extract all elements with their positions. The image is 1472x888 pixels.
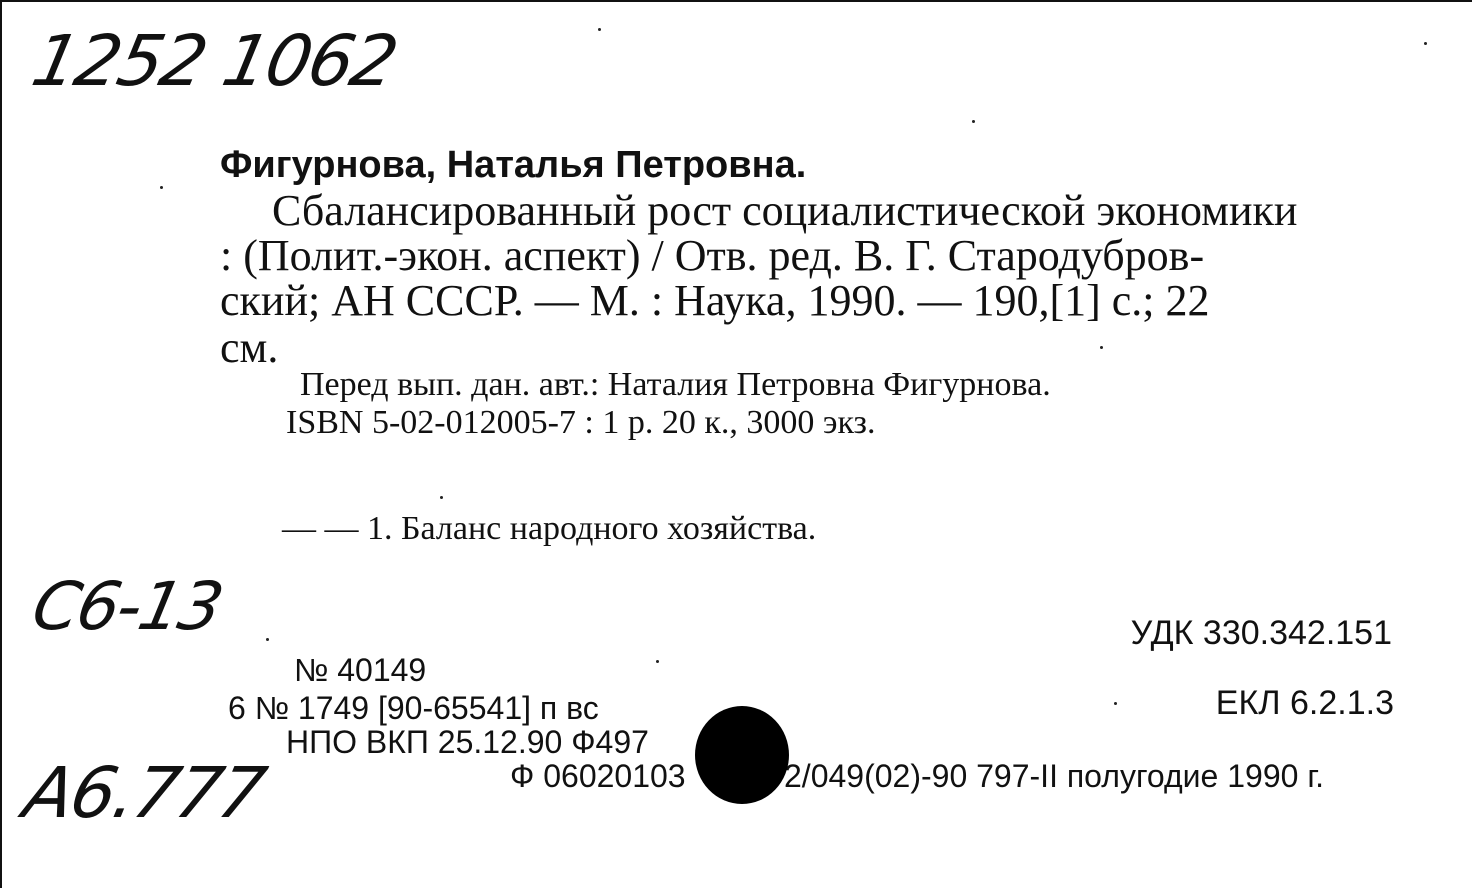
dust-speck xyxy=(160,186,163,189)
note-line: Перед вып. дан. авт.: Наталия Петровна Фигурнова. xyxy=(300,366,1051,403)
title-line-1: Сбалансированный рост социалистической экономики xyxy=(272,186,1298,235)
title-line-3: ский; АН СССР. — М. : Наука, 1990. — 190,[1] с.; 22 xyxy=(220,276,1210,325)
punch-hole xyxy=(695,706,789,804)
handwritten-shelfmark-top: 1252 1062 xyxy=(25,20,404,102)
npo-line: НПО ВКП 25.12.90 Ф497 xyxy=(286,724,649,760)
title-line-2: : (Полит.-экон. аспект) / Отв. ред. В. Г. Стародубров- xyxy=(220,231,1205,280)
subject-heading: — — 1. Баланс народного хозяйства. xyxy=(282,510,817,547)
isbn-line: ISBN 5-02-012005-7 : 1 р. 20 к., 3000 экз. xyxy=(286,404,876,441)
author-heading: Фигурнова, Наталья Петровна. xyxy=(220,144,807,186)
handwritten-shelfmark-mid: С6-13 xyxy=(25,568,229,645)
record-number: № 40149 xyxy=(294,652,427,688)
dust-speck xyxy=(1424,42,1427,45)
dust-speck xyxy=(1100,346,1103,349)
title-line-4: см. xyxy=(220,323,279,372)
dust-speck xyxy=(598,28,601,31)
f-code-left: Ф 06020103 xyxy=(510,758,686,794)
f-code-right: 2/049(02)-90 797-II полугодие 1990 г. xyxy=(784,758,1324,794)
dust-speck xyxy=(440,496,443,499)
handwritten-inventory-number: А6.777 xyxy=(17,752,271,834)
dust-speck xyxy=(266,638,269,641)
dust-speck xyxy=(972,120,975,123)
udk-code: УДК 330.342.151 xyxy=(1130,614,1392,652)
dust-speck xyxy=(656,660,659,663)
ekl-code: ЕКЛ 6.2.1.3 xyxy=(1215,684,1394,722)
dust-speck xyxy=(1114,702,1117,705)
order-line: 6 № 1749 [90-65541] п вс xyxy=(228,690,599,726)
